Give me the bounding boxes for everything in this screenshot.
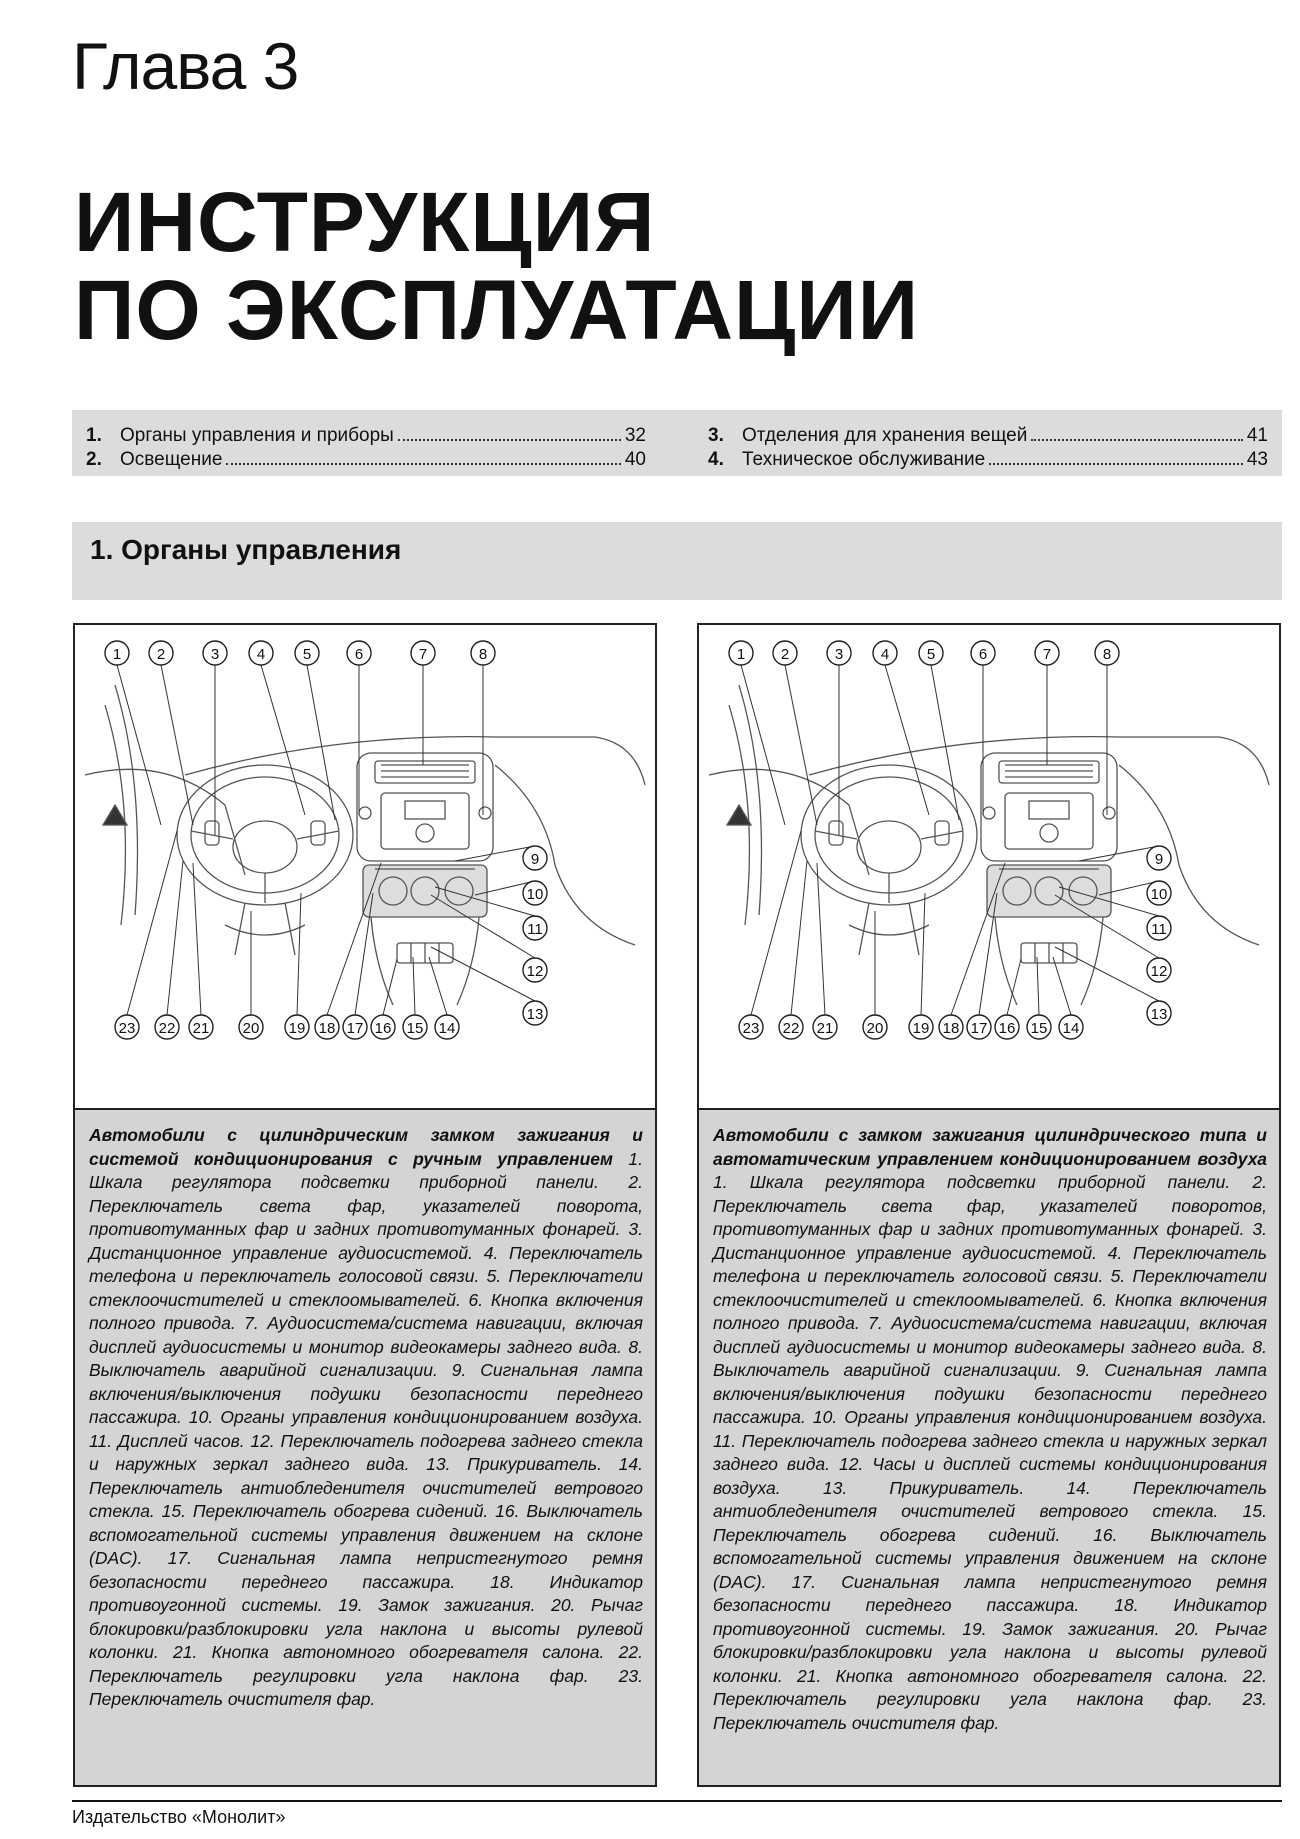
callout-number-16: 16	[374, 1020, 392, 1037]
callout-number-15: 15	[1030, 1020, 1048, 1037]
dashboard-illustration	[75, 625, 655, 1108]
callout-number-11: 11	[527, 921, 543, 938]
hazard-button	[1103, 807, 1115, 819]
callout-leaders	[117, 665, 535, 1015]
dashboard-lines	[85, 685, 645, 1005]
callout-number-7: 7	[418, 646, 428, 663]
callout-number-22: 22	[782, 1020, 800, 1037]
toc-leader-dots	[398, 439, 621, 441]
callout-leader-4	[261, 665, 305, 815]
callout-number-16: 16	[998, 1020, 1016, 1037]
callout-number-1: 1	[736, 646, 746, 663]
climate-panel	[987, 865, 1111, 917]
callout-number-23: 23	[118, 1020, 136, 1037]
callout-leader-2	[161, 665, 193, 825]
diagram-caption	[75, 1110, 655, 1785]
passenger-dash-line	[495, 765, 635, 945]
title-line-2: ПО ЭКСПЛУАТАЦИИ	[74, 263, 920, 357]
panel-manual-ac	[73, 623, 657, 1787]
callout-leader-18	[951, 863, 1005, 1015]
dashboard-lines	[709, 685, 1269, 1005]
callout-number-6: 6	[354, 646, 364, 663]
callout-number-20: 20	[242, 1020, 260, 1037]
toc-item-page: 43	[1246, 449, 1268, 470]
steering-column	[225, 903, 305, 955]
section-header	[72, 522, 1282, 600]
vent-slats	[381, 765, 469, 777]
callout-leader-14	[429, 957, 447, 1015]
audio-knob	[416, 824, 434, 842]
footer-divider	[72, 1800, 1282, 1802]
steering-wheel-hub	[857, 821, 921, 873]
caption-title: Автомобили с цилиндрическим замком зажигания и системой кондиционирования с ручным управлением	[89, 1125, 643, 1169]
audio-display	[405, 801, 445, 819]
toc-item-page: 32	[624, 425, 646, 446]
toc-item-page: 41	[1246, 425, 1268, 446]
toc-item-label: Освещение	[120, 449, 223, 470]
toc-leader-dots	[226, 463, 620, 465]
callout-leader-21	[817, 863, 825, 1015]
steering-column	[849, 903, 929, 955]
callout-number-10: 10	[526, 886, 544, 903]
callout-leader-2	[785, 665, 817, 825]
callout-number-3: 3	[210, 646, 220, 663]
callout-leader-15	[413, 957, 415, 1015]
callout-number-22: 22	[158, 1020, 176, 1037]
callout-number-5: 5	[302, 646, 312, 663]
center-console-upper	[981, 753, 1117, 861]
vent-slats	[1005, 765, 1093, 777]
toc-leader-dots	[989, 463, 1243, 465]
callout-leader-4	[885, 665, 929, 815]
callout-leader-19	[297, 893, 301, 1015]
steering-button-left	[829, 821, 843, 845]
publisher-label: Издательство «Монолит»	[72, 1807, 286, 1827]
callout-number-17: 17	[970, 1020, 988, 1037]
callout-leader-15	[1037, 957, 1039, 1015]
callout-number-14: 14	[438, 1020, 456, 1037]
caption-text: 1. Шкала регулятора подсветки приборной панели. 2. Переключатель света фар, указателей поворота, противотуманных фар и задних противотуманных фонарей. 3. Дистанционное управление аудиосистемой. 4. Переключатель телефона и переключатель голосовой связи. 5. Переключатели стеклоочистителей и стеклоомывателей. 6. Кнопка включения полного привода. 7. Аудиосистема/система навигации, включая дисплей аудиосистемы и монитор видеокамеры заднего вида. 8. Выключатель аварийной сигнализации. 9. Сигнальная лампа включения/выключения подушки безопасности переднего пассажира. 10. Органы управления кондиционированием воздуха. 11. Дисплей часов. 12. Переключатель подогрева заднего стекла и наружных зеркал заднего вида. 13. Прикуриватель. 14. Переключатель антиобледенителя очистителей ветрового стекла. 15. Переключатель обогрева сидений. 16. Выключатель вспомогательной системы управления движением на склоне (DAC). 17. Сигнальная лампа непристегнутого ремня безопасности переднего пассажира. 18. Индикатор противоугонной системы. 19. Замок зажигания. 20. Рычаг блокировки/разблокировки угла наклона и высоты рулевой колонки. 21. Кнопка автономного обогревателя салона. 22. Переключатель регулировки угла наклона фар. 23. Переключатель очистителя фар.	[89, 1148, 643, 1709]
panel-auto-ac	[697, 623, 1281, 1787]
toc-item[interactable]	[86, 447, 646, 471]
callout-number-9: 9	[1154, 851, 1164, 868]
steering-button-left	[205, 821, 219, 845]
toc-item-label: Органы управления и приборы	[120, 425, 394, 446]
diagram-caption	[699, 1110, 1279, 1785]
callout-number-4: 4	[880, 646, 890, 663]
toc-item-page: 40	[624, 449, 646, 470]
callout-leader-22	[167, 861, 183, 1015]
page-title	[74, 175, 920, 357]
callout-number-6: 6	[978, 646, 988, 663]
callout-number-12: 12	[1150, 963, 1168, 980]
steering-wheel-hub	[233, 821, 297, 873]
callout-number-3: 3	[834, 646, 844, 663]
toc-leader-dots	[1031, 439, 1243, 441]
callout-number-23: 23	[742, 1020, 760, 1037]
hazard-button	[479, 807, 491, 819]
callout-number-10: 10	[1150, 886, 1168, 903]
toc-item-label: Техническое обслуживание	[742, 449, 986, 470]
callout-number-13: 13	[526, 1006, 544, 1023]
callout-number-4: 4	[256, 646, 266, 663]
callout-number-19: 19	[288, 1020, 306, 1037]
callout-leader-22	[791, 861, 807, 1015]
audio-knob	[1040, 824, 1058, 842]
center-air-vent	[999, 761, 1099, 783]
callout-leaders	[741, 665, 1159, 1015]
callout-number-5: 5	[926, 646, 936, 663]
callout-leader-21	[193, 863, 201, 1015]
table-of-contents	[72, 410, 1282, 476]
lower-switch-dividers	[1035, 943, 1063, 963]
callout-leader-18	[327, 863, 381, 1015]
callout-number-2: 2	[780, 646, 790, 663]
callout-number-11: 11	[1151, 921, 1167, 938]
toc-column-left	[86, 423, 646, 471]
callout-number-19: 19	[912, 1020, 930, 1037]
awd-button	[359, 807, 371, 819]
audio-display	[1029, 801, 1069, 819]
callout-number-13: 13	[1150, 1006, 1168, 1023]
callout-number-15: 15	[406, 1020, 424, 1037]
callout-number-7: 7	[1042, 646, 1052, 663]
callout-number-8: 8	[478, 646, 488, 663]
dashboard-diagram	[75, 625, 655, 1110]
center-air-vent	[375, 761, 475, 783]
callout-leader-14	[1053, 957, 1071, 1015]
toc-item-label: Отделения для хранения вещей	[742, 425, 1028, 446]
callout-number-21: 21	[816, 1020, 834, 1037]
caption-text: 1. Шкала регулятора подсветки приборной панели. 2. Переключатель света фар, указателей поворотов, противотуманных фар и задних противотуманных фонарей. 3. Дистанционное управление аудиосистемой. 4. Переключатель телефона и переключатель голосовой связи. 5. Переключатели стеклоочистителей и стеклоомывателей. 6. Кнопка включения полного привода. 7. Аудиосистема/система навигации, включая дисплей аудиосистемы и монитор видеокамеры заднего вида. 8. Выключатель аварийной сигнализации. 9. Сигнальная лампа включения/выключения подушки безопасности переднего пассажира. 10. Органы управления кондиционированием воздуха. 11. Переключатель подогрева заднего стекла и наружных зеркал заднего вида. 12. Часы и дисплей системы кондиционирования воздуха. 13. Прикуриватель. 14. Переключатель антиобледенителя очистителей ветрового стекла. 15. Переключатель обогрева сидений. 16. Выключатель вспомогательной системы управления движением на склоне (DAC). 17. Сигнальная лампа непристегнутого ремня безопасности переднего пассажира. 18. Индикатор противоугонной системы. 19. Замок зажигания. 20. Рычаг блокировки/разблокировки угла наклона и высоты рулевой колонки. 21. Кнопка автономного обогревателя салона. 22. Переключатель регулировки угла наклона фар. 23. Переключатель очистителя фар.	[713, 1172, 1267, 1733]
callout-number-2: 2	[156, 646, 166, 663]
section-title: 1. Органы управления	[90, 534, 402, 565]
callout-number-12: 12	[526, 963, 544, 980]
callout-number-8: 8	[1102, 646, 1112, 663]
lower-switch-dividers	[411, 943, 439, 963]
toc-item[interactable]	[86, 423, 646, 447]
callout-number-17: 17	[346, 1020, 364, 1037]
awd-button	[983, 807, 995, 819]
callout-number-1: 1	[112, 646, 122, 663]
toc-item-number: 2.	[86, 449, 102, 470]
dashboard-diagram	[699, 625, 1279, 1110]
callout-leader-13	[431, 947, 535, 1001]
callout-number-21: 21	[192, 1020, 210, 1037]
callout-number-18: 18	[318, 1020, 336, 1037]
toc-column-right	[708, 423, 1268, 471]
callout-number-14: 14	[1062, 1020, 1080, 1037]
steering-button-right	[935, 821, 949, 845]
callout-number-20: 20	[866, 1020, 884, 1037]
dashboard-illustration	[699, 625, 1279, 1108]
toc-item[interactable]	[708, 423, 1268, 447]
callout-number-18: 18	[942, 1020, 960, 1037]
passenger-dash-line	[1119, 765, 1259, 945]
toc-item-number: 3.	[708, 425, 724, 446]
title-line-1: ИНСТРУКЦИЯ	[74, 175, 656, 269]
chapter-label: Глава 3	[72, 29, 299, 103]
callout-leader-13	[1055, 947, 1159, 1001]
toc-item[interactable]	[708, 447, 1268, 471]
toc-item-number: 4.	[708, 449, 724, 470]
steering-button-right	[311, 821, 325, 845]
callout-leader-19	[921, 893, 925, 1015]
caption-title: Автомобили с замком зажигания цилиндрического типа и автоматическим управлением кондиционированием воздуха	[713, 1125, 1267, 1169]
center-console-upper	[357, 753, 493, 861]
climate-panel	[363, 865, 487, 917]
toc-item-number: 1.	[86, 425, 102, 446]
callout-number-9: 9	[530, 851, 540, 868]
